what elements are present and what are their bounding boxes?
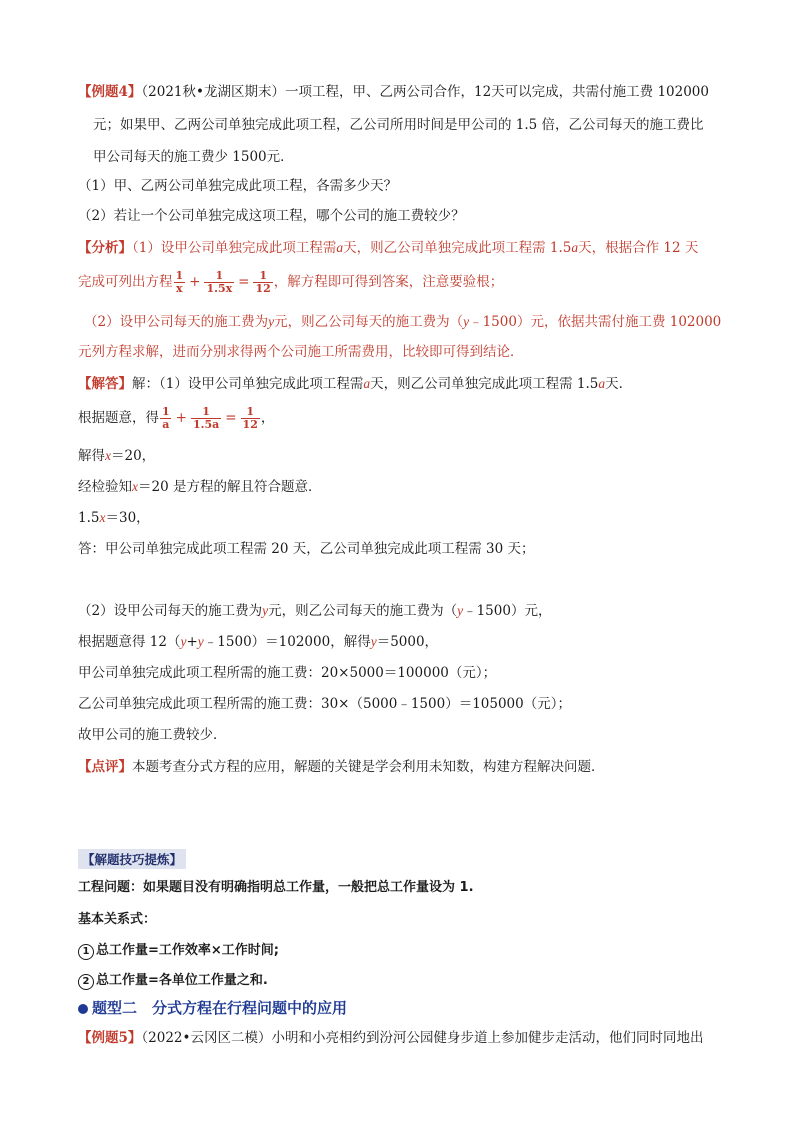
plus-sign: + — [189, 274, 201, 290]
plus-sign: + — [175, 410, 187, 426]
variable-x: x — [132, 479, 138, 494]
answer-line2 — [78, 404, 274, 432]
analysis-text: （2）设甲公司每天的施工费为 — [84, 314, 269, 330]
variable-a: a — [571, 240, 579, 255]
fraction — [191, 406, 221, 431]
analysis-line1 — [78, 238, 698, 258]
denominator: 12 — [242, 418, 258, 431]
analysis-line2 — [78, 268, 503, 296]
equals-sign: = — [225, 410, 237, 426]
bullet-dot-icon — [78, 1004, 88, 1014]
circled-number-1: 1 — [78, 944, 94, 960]
answer-text: 1.5 — [78, 510, 100, 526]
variable-y: y — [457, 603, 464, 618]
answer-text: 根据题意得 12（ — [78, 634, 181, 650]
answer-line11: 故甲公司的施工费较少． — [78, 727, 227, 743]
analysis-line3 — [84, 312, 721, 332]
answer-line10: 乙公司单独完成此项工程所需的施工费：30×（5000﹣1500）＝105000（元）； — [78, 696, 571, 712]
analysis-tag: 【分析】 — [78, 240, 132, 256]
answer-text: 根据题意，得 — [78, 410, 159, 426]
fraction — [174, 270, 186, 295]
analysis-text: 天，则乙公司单独完成此项工程需 1.5 — [343, 240, 572, 256]
comment-text: 本题考查分式方程的应用，解题的关键是学会利用未知数，构建方程解决问题． — [132, 759, 605, 775]
answer-text: ＝30， — [105, 510, 150, 526]
tips-line3 — [78, 941, 279, 961]
numerator: 1 — [202, 405, 210, 418]
answer-text: ＝20， — [111, 448, 156, 464]
answer-line1 — [78, 374, 632, 394]
analysis-text: ﹣1500）元，依据共需付施工费 102000 — [469, 314, 722, 330]
example5-tag: 【例题5】 — [78, 1030, 142, 1046]
section-heading — [78, 998, 347, 1018]
example4-line1 — [78, 82, 709, 102]
variable-a: a — [598, 376, 606, 391]
numerator: 1 — [175, 269, 184, 282]
answer-line7 — [78, 601, 551, 621]
variable-y: y — [197, 634, 204, 649]
answer-text: ， — [260, 410, 275, 426]
answer-line8 — [78, 632, 438, 652]
equals-sign: = — [238, 274, 250, 290]
example5-source: （2022•云冈区二模） — [141, 1030, 272, 1046]
fraction — [253, 270, 272, 295]
denominator: 1.5x — [206, 282, 233, 295]
answer-text: 天，则乙公司单独完成此项工程需 1.5 — [370, 376, 599, 392]
analysis-text: ，解方程即可得到答案，注意要验根； — [273, 274, 504, 290]
numerator: 1 — [246, 405, 255, 418]
tips-line1: 工程问题：如果题目没有明确指明总工作量，一般把总工作量设为 1. — [78, 880, 474, 895]
answer-line3 — [78, 446, 155, 466]
denominator: x — [176, 282, 183, 295]
analysis-line4: 元列方程求解，进而分别求得两个公司施工所需费用，比较即可得到结论． — [78, 344, 524, 360]
comment-line — [78, 757, 605, 777]
answer-text: 经检验知 — [78, 479, 132, 495]
example5-line1 — [78, 1028, 703, 1048]
answer-text: （2）设甲公司每天的施工费为 — [78, 603, 263, 619]
tips-text: 总工作量=各单位工作量之和. — [96, 973, 268, 988]
fraction — [241, 406, 260, 431]
analysis-text: （1）设甲公司单独完成此项工程需 — [132, 240, 337, 256]
comment-tag: 【点评】 — [78, 759, 132, 775]
numerator: 1 — [162, 405, 170, 418]
answer-line4 — [78, 477, 321, 497]
variable-y: y — [180, 634, 187, 649]
variable-y: y — [463, 314, 470, 329]
answer-text: + — [186, 634, 198, 650]
circled-number-2: 2 — [78, 974, 94, 990]
answer-line6: 答：甲公司单独完成此项工程需 20 天，乙公司单独完成此项工程需 30 天； — [78, 541, 535, 557]
tips-line2: 基本关系式： — [78, 912, 157, 927]
variable-a: a — [336, 240, 344, 255]
answer-text: ＝20 是方程的解且符合题意． — [138, 479, 322, 495]
answer-text: 天． — [605, 376, 633, 392]
variable-x: x — [99, 510, 106, 525]
example4-text3: 甲公司每天的施工费少 1500元． — [93, 149, 294, 165]
example4-tag: 【例题4】 — [78, 84, 142, 100]
example4-source: （2021秋•龙湖区期末） — [141, 84, 285, 100]
answer-text: ＝5000， — [376, 634, 439, 650]
question-1: （1）甲、乙两公司单独完成此项工程，各需多少天？ — [78, 178, 398, 194]
variable-x: x — [105, 448, 111, 463]
tips-line4 — [78, 971, 268, 991]
variable-y: y — [262, 603, 269, 618]
fraction — [160, 406, 172, 431]
tips-text: 总工作量=工作效率×工作时间; — [96, 943, 279, 958]
answer-text: ﹣1500）元， — [463, 603, 552, 619]
tips-label-box: 【解题技巧提炼】 — [78, 849, 186, 869]
answer-text: 解：（1）设甲公司单独完成此项工程需 — [132, 376, 364, 392]
variable-y: y — [370, 634, 377, 649]
numerator: 1 — [259, 269, 267, 282]
analysis-text: 完成可列出方程 — [78, 274, 173, 290]
example5-text: 小明和小亮相约到汾河公园健身步道上参加健步走活动，他们同时同地出 — [271, 1030, 704, 1046]
question-2: （2）若让一个公司单独完成这项工程，哪个公司的施工费较少？ — [78, 208, 465, 224]
analysis-text: 天，根据合作 12 天 — [578, 240, 699, 256]
answer-line9: 甲公司单独完成此项工程所需的施工费：20×5000＝100000（元）； — [78, 665, 497, 681]
numerator: 1 — [215, 269, 224, 282]
section-title: 题型二 分式方程在行程问题中的应用 — [92, 999, 348, 1017]
fraction — [204, 270, 234, 295]
example4-text1: 一项工程，甲、乙两公司合作，12天可以完成，共需付施工费 102000 — [284, 84, 709, 100]
example4-text2: 元；如果甲、乙两公司单独完成此项工程，乙公司所用时间是甲公司的 1.5 倍，乙公司每天的施工费比 — [93, 117, 704, 133]
variable-a: a — [363, 376, 371, 391]
variable-y: y — [268, 314, 275, 329]
denominator: 12 — [255, 282, 271, 295]
denominator: a — [162, 418, 170, 431]
answer-text: 元，则乙公司每天的施工费为（ — [268, 603, 458, 619]
denominator: 1.5a — [192, 418, 220, 431]
answer-text: ﹣1500）＝102000，解得 — [203, 634, 371, 650]
answer-line5 — [78, 508, 150, 528]
analysis-text: 元，则乙公司每天的施工费为（ — [274, 314, 464, 330]
answer-tag: 【解答】 — [78, 376, 132, 392]
answer-text: 解得 — [78, 448, 105, 464]
